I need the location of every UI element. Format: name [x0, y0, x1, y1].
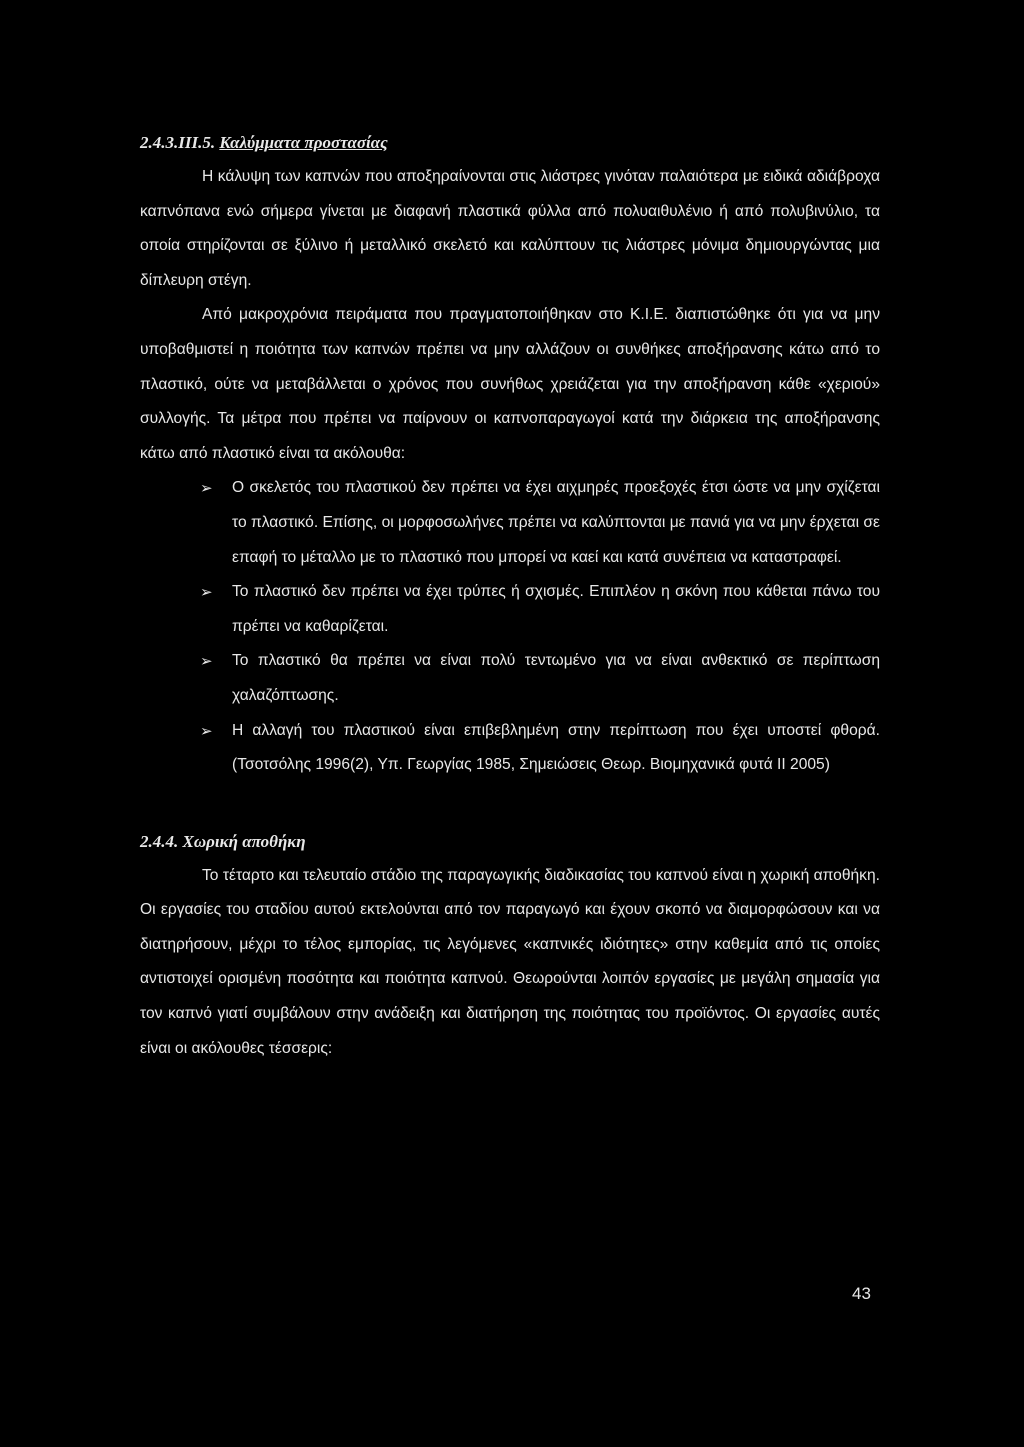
list-item-text: Η αλλαγή του πλαστικού είναι επιβεβλημένη στην περίπτωση που έχει υποστεί φθορά. (Τσοτσόλης 1996(2), Υπ. Γεωργίας 1985, Σημειώσεις Θεωρ. Βιομηχανικά φυτά ΙΙ 2005): [232, 721, 880, 774]
list-item: [140, 575, 880, 644]
arrowhead-icon: ➢: [200, 652, 213, 671]
section-spacer: [140, 783, 880, 825]
section-title: Χωρική αποθήκη: [182, 831, 306, 851]
section-heading-2-4-3: [140, 126, 880, 160]
section-title: Καλύμματα προστασίας: [219, 133, 388, 152]
section-number: 2.4.4.: [140, 831, 179, 851]
section-number: 2.4.3.ΙΙΙ.5.: [140, 133, 216, 152]
list-item-text: Το πλαστικό δεν πρέπει να έχει τρύπες ή σχισμές. Επιπλέον η σκόνη που κάθεται πάνω του πρέπει να καθαρίζεται.: [232, 583, 880, 635]
document-page: [140, 126, 880, 1066]
paragraph-experiments: Από μακροχρόνια πειράματα που πραγματοποιήθηκαν στο Κ.Ι.Ε. διαπιστώθηκε ότι για να μην υποβαθμιστεί η ποιότητα των καπνών πρέπει να μην αλλάζουν οι συνθήκες αποξήρανσης κάτω από το πλαστικό, ούτε να μεταβάλλεται ο χρόνος που συνήθως χρειάζεται για την αποξήρανση κάθε «χεριού» συλλογής. Τα μέτρα που πρέπει να παίρνουν οι καπνοπαραγωγοί κατά την διάρκεια της αποξήρανσης κάτω από πλαστικό είναι τα ακόλουθα:: [140, 306, 880, 462]
section-heading-2-4-4: [140, 825, 880, 859]
paragraph-plastic-cover: Η κάλυψη των καπνών που αποξηραίνονται στις λιάστρες γινόταν παλαιότερα με ειδικά αδιάβροχα καπνόπανα ενώ σήμερα γίνεται με διαφανή πλαστικά φύλλα από πολυαιθυλένιο ή από πολυβινύλιο, τα οποία στηρίζονται σε ξύλινο ή μεταλλικό σκελετό και καλύπτουν τις λιάστρες μόνιμα δημιουργώντας μια δίπλευρη στέγη.: [140, 168, 880, 289]
list-item: [140, 644, 880, 713]
measures-list: [140, 471, 880, 782]
list-item-text: Ο σκελετός του πλαστικού δεν πρέπει να έχει αιχμηρές προεξοχές έτσι ώστε να μην σχίζεται το πλαστικό. Επίσης, οι μορφοσωλήνες πρέπει να καλύπτονται με πανιά για να μην έρχεται σε επαφή το μέταλλο με το πλαστικό που μπορεί να καεί και κατά συνέπεια να καταστραφεί.: [232, 479, 880, 566]
arrowhead-icon: ➢: [200, 479, 213, 498]
paragraph-storage: Το τέταρτο και τελευταίο στάδιο της παραγωγικής διαδικασίας του καπνού είναι η χωρική αποθήκη. Οι εργασίες του σταδίου αυτού εκτελούνται από τον παραγωγό και έχουν σκοπό να διαμορφώσουν και να διατηρήσουν, μέχρι το τέλος εμπορίας, τις λεγόμενες «καπνικές ιδιότητες» στην καθεμία από τις οποίες αντιστοιχεί ορισμένη ποσότητα και ποιότητα καπνού. Θεωρούνται λοιπόν εργασίες με μεγάλη σημασία για τον καπνό γιατί συμβάλουν στην ανάδειξη και διατήρηση της ποιότητας του προϊόντος. Οι εργασίες αυτές είναι οι ακόλουθες τέσσερις:: [140, 866, 880, 1057]
arrowhead-icon: ➢: [200, 583, 213, 602]
list-item: [140, 714, 880, 783]
list-item: [140, 471, 880, 575]
list-item-text: Το πλαστικό θα πρέπει να είναι πολύ τεντωμένο για να είναι ανθεκτικό σε περίπτωση χαλαζόπτωσης.: [232, 652, 880, 704]
arrowhead-icon: ➢: [200, 721, 213, 740]
page-number: 43: [852, 1284, 871, 1303]
